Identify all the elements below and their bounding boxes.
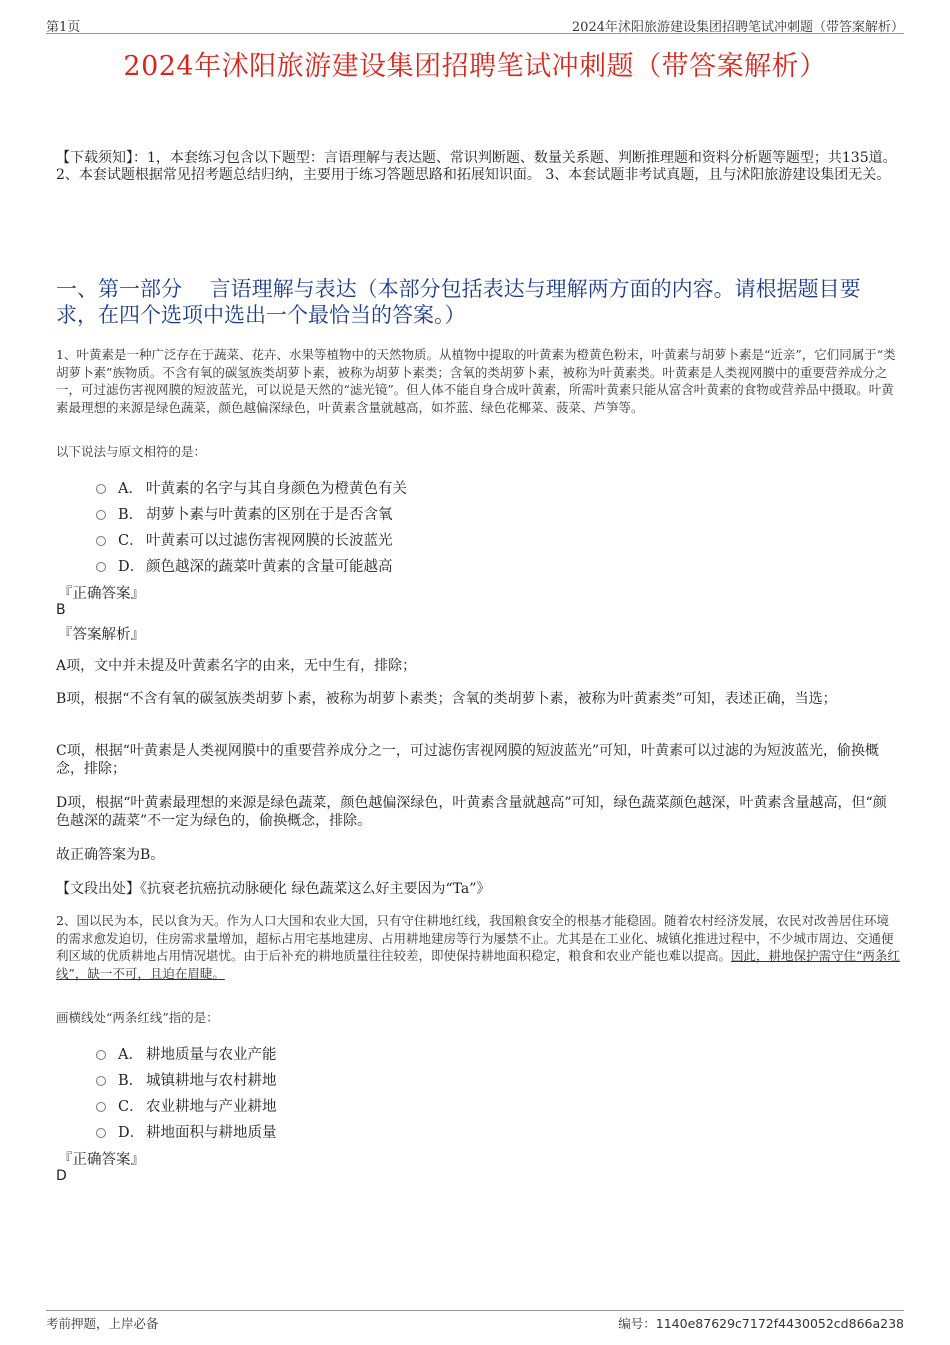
footer-code-value: 1140e87629c7172f4430052cd866a238 <box>655 1316 904 1331</box>
footer-code <box>618 1314 904 1332</box>
radio-icon[interactable] <box>96 1128 106 1138</box>
option-letter: C． <box>118 1099 144 1115</box>
page-title: 2024年沭阳旅游建设集团招聘笔试冲刺题（带答案解析） <box>123 51 827 82</box>
option-text: 颜色越深的蔬菜叶黄素的含量可能越高 <box>146 559 393 575</box>
question-2-body: 2、国以民为本，民以食为天。作为人口大国和农业大国，只有守住耕地红线，我国粮食安全的根基才能稳固。随着农村经济发展，农民对改善居住环境的需求愈发迫切，住房需求量增加，超标占用宅基地建房、占用耕地建房等行为屡禁不止。尤其是在工业化、城镇化推进过程中，不少城市周边、交通便利区域的优质耕地占用情况堪忧。由于后补充的耕地质量往往较差，即使保持耕地面积稳定，粮食和农业产能也难以提高。 <box>56 913 894 963</box>
option-text: 叶黄素的名字与其自身颜色为橙黄色有关 <box>146 481 407 497</box>
q1-conclusion: 故正确答案为B。 <box>56 847 165 863</box>
footer-code-label: 编号： <box>618 1316 656 1331</box>
option-text: 胡萝卜素与叶黄素的区别在于是否含氧 <box>146 507 393 523</box>
q1-option-c[interactable] <box>96 529 393 550</box>
q1-analysis-a: A项，文中并未提及叶黄素名字的由来，无中生有，排除； <box>56 658 417 674</box>
q2-option-d[interactable] <box>96 1121 277 1142</box>
q1-option-d[interactable] <box>96 555 393 576</box>
radio-icon[interactable] <box>96 1102 106 1112</box>
option-letter: A． <box>118 481 143 497</box>
radio-icon[interactable] <box>96 1076 106 1086</box>
question-1-text: 1、叶黄素是一种广泛存在于蔬菜、花卉、水果等植物中的天然物质。从植物中提取的叶黄素为橙黄色粉末，叶黄素与胡萝卜素是“近亲”，它们同属于“类胡萝卜素”族物质。不含有氧的碳氢族类胡萝卜素，被称为胡萝卜素类；含氧的类胡萝卜素，被称为叶黄素类。叶黄素是人类视网膜中的重要营养成分之一，可过滤伤害视网膜的短波蓝光，可以说是天然的“滤光镜”。但人体不能自身合成叶黄素，所需叶黄素只能从富含叶黄素的食物或营养品中摄取。叶黄素最理想的来源是绿色蔬菜，颜色越偏深绿色，叶黄素含量就越高，如芥蓝、绿色花椰菜、菠菜、芦笋等。 <box>56 347 896 415</box>
option-letter: B． <box>118 507 144 523</box>
q1-analysis-d: D项，根据“叶黄素最理想的来源是绿色蔬菜，颜色越偏深绿色，叶黄素含量就越高”可知，绿色蔬菜颜色越深，叶黄素含量越高，但“颜色越深的蔬菜”不一定为绿色的，偷换概念，排除。 <box>56 795 887 829</box>
correct-answer-label: 『正确答案』 <box>58 1152 145 1168</box>
q1-analysis-b: B项，根据“不含有氧的碳氢族类胡萝卜素，被称为胡萝卜素类；含氧的类胡萝卜素，被称为叶黄素类”可知，表述正确，当选； <box>56 691 837 707</box>
radio-icon[interactable] <box>96 510 106 520</box>
radio-icon[interactable] <box>96 1050 106 1060</box>
option-letter: A． <box>118 1047 143 1063</box>
question-1-prompt: 以下说法与原文相符的是： <box>56 444 207 459</box>
q1-option-a[interactable] <box>96 477 407 498</box>
download-notice: 【下载须知】：1，本套练习包含以下题型：言语理解与表达题、常识判断题、数量关系题、判断推理题和资料分析题等题型；共135道。 2、本套试题根据常见招考题总结归纳，主要用于练习答题思路和拓展知识面。 3、本套试题非考试真题，且与沭阳旅游建设集团无关。 <box>56 150 897 183</box>
q1-analysis-c: C项，根据“叶黄素是人类视网膜中的重要营养成分之一，可过滤伤害视网膜的短波蓝光”可知，叶黄素可以过滤的为短波蓝光，偷换概念，排除； <box>56 743 880 777</box>
correct-answer-label: 『正确答案』 <box>58 586 145 602</box>
section-title: 一、第一部分 言语理解与表达（本部分包括表达与理解两方面的内容。请根据题目要求，在四个选项中选出一个最恰当的答案。） <box>56 277 861 327</box>
option-text: 城镇耕地与农村耕地 <box>146 1073 277 1089</box>
option-letter: D． <box>118 1125 145 1141</box>
question-2-prompt: 画横线处“两条红线”指的是： <box>56 1010 219 1025</box>
page-number: 第1页 <box>46 20 81 35</box>
header-doc-title: 2024年沭阳旅游建设集团招聘笔试冲刺题（带答案解析） <box>571 20 904 35</box>
q2-option-b[interactable] <box>96 1069 277 1090</box>
option-letter: C． <box>118 533 144 549</box>
q1-correct-answer: B <box>56 602 66 618</box>
question-2-underlined: 因此，耕地保护需守住“两条红线”，缺一不可，且迫在眉睫。 <box>56 948 900 981</box>
radio-icon[interactable] <box>96 536 106 546</box>
option-text: 农业耕地与产业耕地 <box>146 1099 277 1115</box>
option-text: 叶黄素可以过滤伤害视网膜的长波蓝光 <box>146 533 393 549</box>
footer-divider <box>46 1310 904 1311</box>
option-letter: D． <box>118 559 145 575</box>
option-letter: B． <box>118 1073 144 1089</box>
footer-slogan: 考前押题，上岸必备 <box>46 1316 159 1331</box>
option-text: 耕地面积与耕地质量 <box>146 1125 277 1141</box>
header-divider <box>46 33 904 34</box>
option-text: 耕地质量与农业产能 <box>146 1047 277 1063</box>
q1-option-b[interactable] <box>96 503 393 524</box>
radio-icon[interactable] <box>96 562 106 572</box>
q2-correct-answer: D <box>56 1168 67 1184</box>
q2-option-c[interactable] <box>96 1095 277 1116</box>
radio-icon[interactable] <box>96 484 106 494</box>
question-2-text <box>56 912 901 982</box>
q1-source: 【文段出处】《抗衰老抗癌抗动脉硬化 绿色蔬菜这么好主要因为“Ta”》 <box>56 881 491 897</box>
q2-option-a[interactable] <box>96 1043 277 1064</box>
analysis-label: 『答案解析』 <box>58 627 145 643</box>
